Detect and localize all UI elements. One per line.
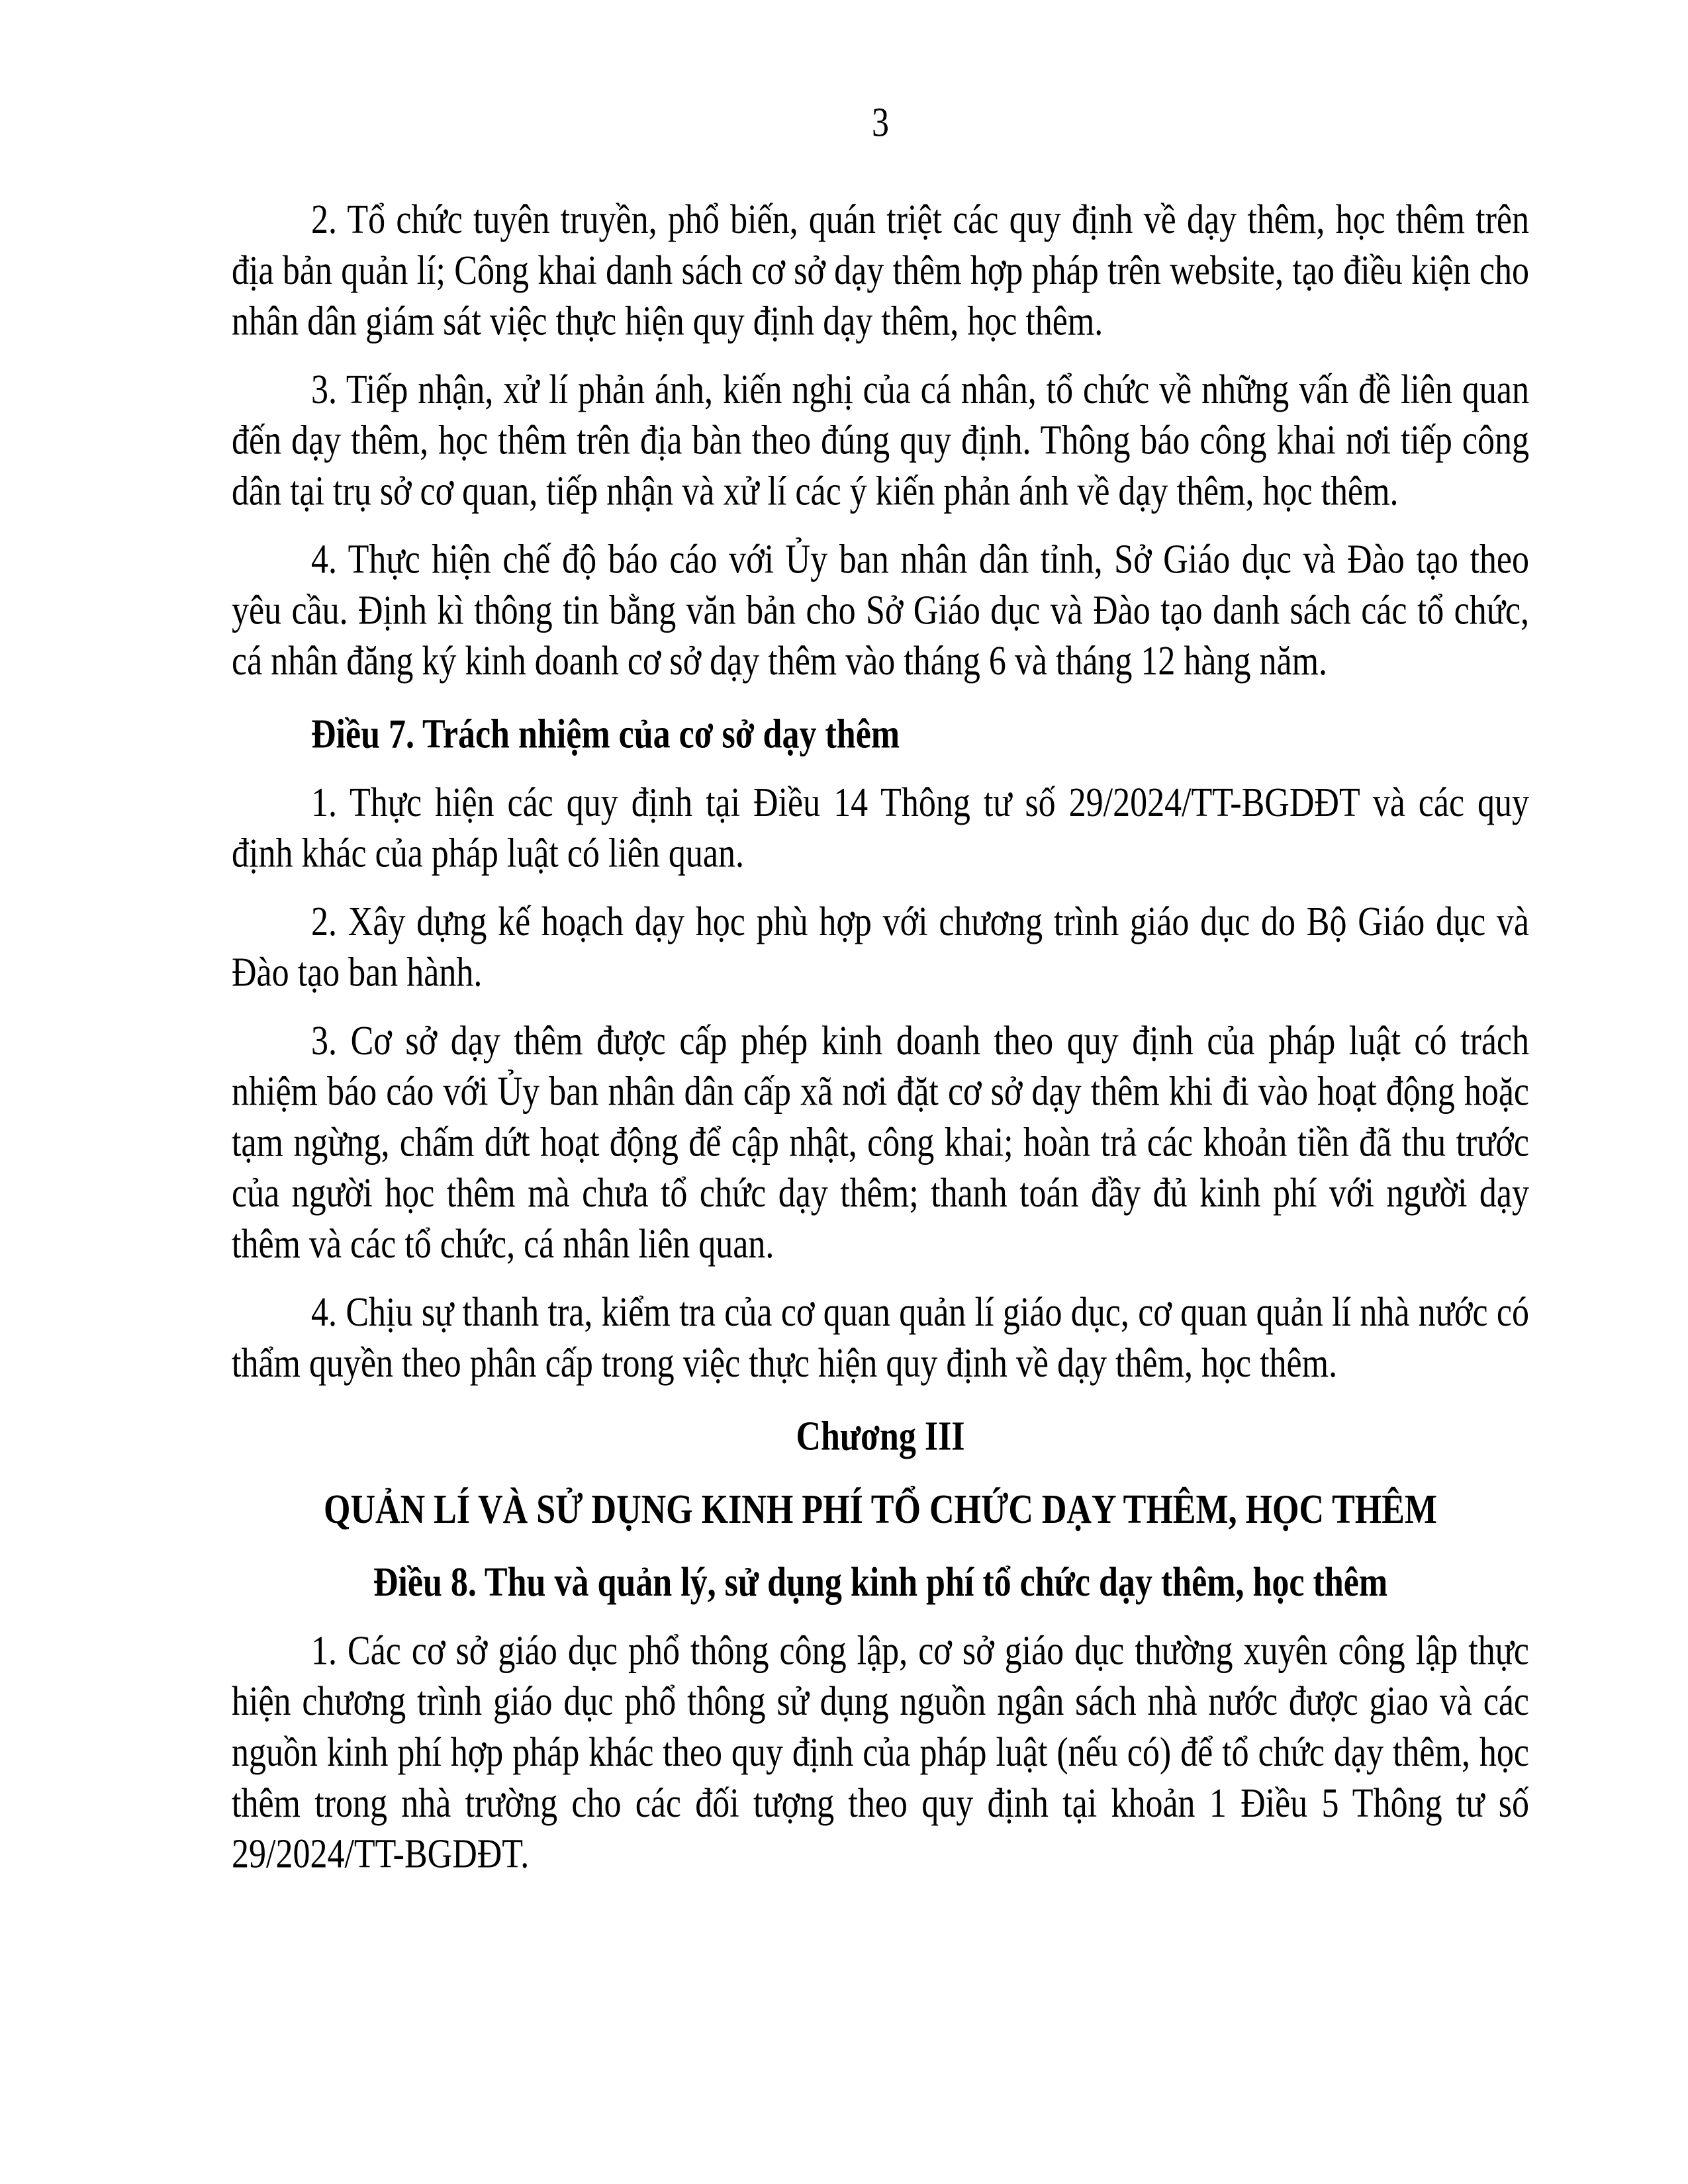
paragraph-item-3-responsibility: 3. Tiếp nhận, xử lí phản ánh, kiến nghị của cá nhân, tổ chức về những vấn đề liên quan đến dạy thêm, học thêm trên địa bàn theo đúng quy định. Thông báo công khai nơi tiếp công dân tại trụ sở cơ quan, tiếp nhận và xử lí các ý kiến phản ánh về dạy thêm, học thêm. — [232, 367, 1529, 514]
article-7-heading: Điều 7. Trách nhiệm của cơ sở dạy thêm — [311, 711, 900, 757]
paragraph-article7-item-2: 2. Xây dựng kế hoạch dạy học phù hợp với chương trình giáo dục do Bộ Giáo dục và Đào tạo ban hành. — [232, 899, 1529, 995]
paragraph-article8-item-1: 1. Các cơ sở giáo dục phổ thông công lập, cơ sở giáo dục thường xuyên công lập thực hiện chương trình giáo dục phổ thông sử dụng nguồn ngân sách nhà nước được giao và các nguồn kinh phí hợp pháp khác theo quy định của pháp luật (nếu có) để tổ chức dạy thêm, học thêm trong nhà trường cho các đối tượng theo quy định tại khoản 1 Điều 5 Thông tư số 29/2024/TT-BGDĐT. — [232, 1628, 1529, 1877]
article-8-heading: Điều 8. Thu và quản lý, sử dụng kinh phí tổ chức dạy thêm, học thêm — [373, 1560, 1388, 1606]
paragraph-item-2-responsibility: 2. Tổ chức tuyên truyền, phổ biến, quán triệt các quy định về dạy thêm, học thêm trên địa bản quản lí; Công khai danh sách cơ sở dạy thêm hợp pháp trên website, tạo điều kiện cho nhân dân giám sát việc thực hiện quy định dạy thêm, học thêm. — [232, 197, 1529, 344]
page-content — [232, 98, 1529, 1880]
paragraph-article7-item-4: 4. Chịu sự thanh tra, kiểm tra của cơ quan quản lí giáo dục, cơ quan quản lí nhà nước có thẩm quyền theo phân cấp trong việc thực hiện quy định về dạy thêm, học thêm. — [232, 1290, 1529, 1387]
chapter-3-number-heading: Chương III — [796, 1414, 965, 1459]
page-number: 3 — [872, 100, 889, 146]
paragraph-item-4-responsibility: 4. Thực hiện chế độ báo cáo với Ủy ban nhân dân tỉnh, Sở Giáo dục và Đào tạo theo yêu cầu. Định kì thông tin bằng văn bản cho Sở Giáo dục và Đào tạo danh sách các tổ chức, cá nhân đăng ký kinh doanh cơ sở dạy thêm vào tháng 6 và tháng 12 hàng năm. — [232, 537, 1529, 684]
paragraph-article7-item-1: 1. Thực hiện các quy định tại Điều 14 Thông tư số 29/2024/TT-BGDĐT và các quy định khác của pháp luật có liên quan. — [232, 780, 1529, 876]
chapter-3-title-heading: QUẢN LÍ VÀ SỬ DỤNG KINH PHÍ TỔ CHỨC DẠY THÊM, HỌC THÊM — [324, 1486, 1437, 1533]
paragraph-article7-item-3: 3. Cơ sở dạy thêm được cấp phép kinh doanh theo quy định của pháp luật có trách nhiệm báo cáo với Ủy ban nhân dân cấp xã nơi đặt cơ sở dạy thêm khi đi vào hoạt động hoặc tạm ngừng, chấm dứt hoạt động để cập nhật, công khai; hoàn trả các khoản tiền đã thu trước của người học thêm mà chưa tổ chức dạy thêm; thanh toán đầy đủ kinh phí với người dạy thêm và các tổ chức, cá nhân liên quan. — [232, 1018, 1529, 1267]
